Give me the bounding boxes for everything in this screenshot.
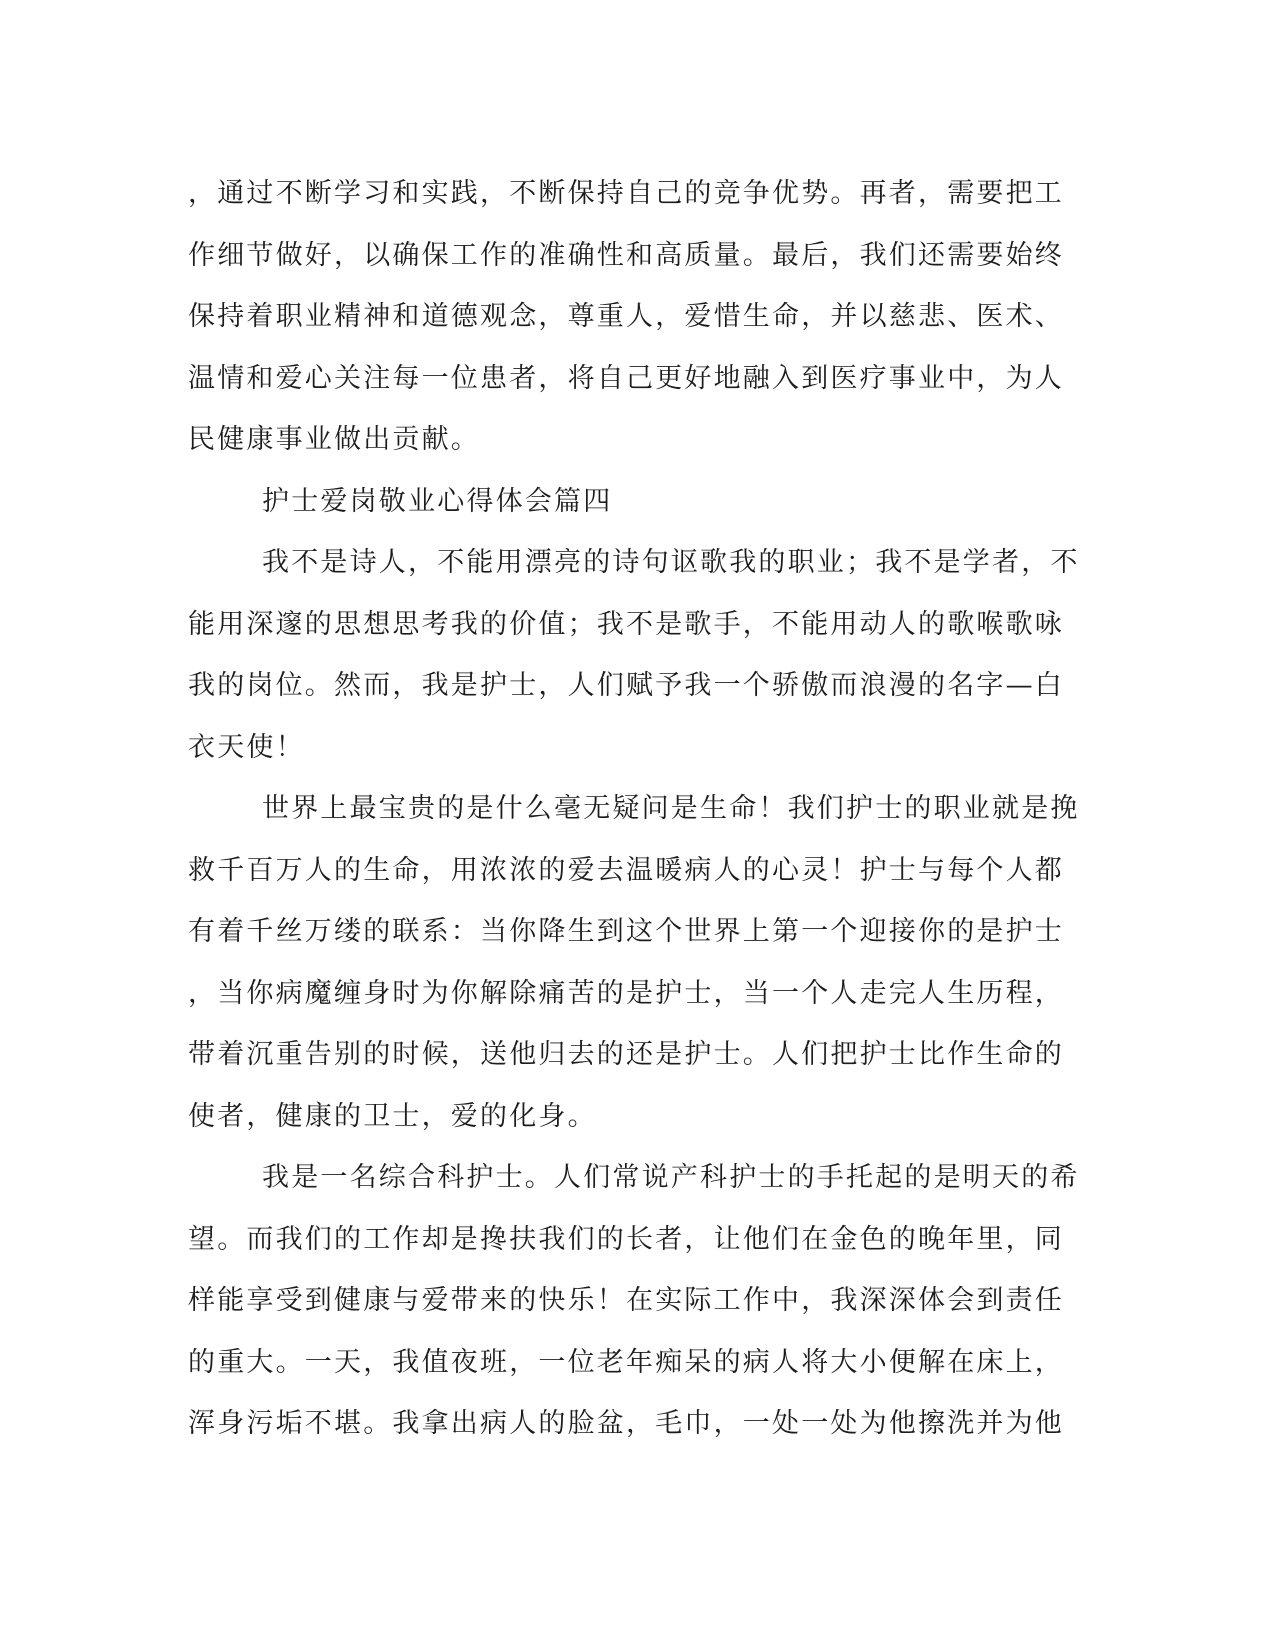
- text-line-15: 带着沉重告别的时候，送他归去的还是护士。人们把护士比作生命的: [188, 1039, 1064, 1070]
- section-heading: 护士爱岗敬业心得体会篇四: [262, 485, 613, 517]
- text-line-12: 救千百万人的生命，用浓浓的爱去温暖病人的心灵！护士与每个人都: [188, 854, 1064, 886]
- text-line-7: 我不是诗人，不能用漂亮的诗句讴歌我的职业；我不是学者，不: [262, 547, 1080, 578]
- text-line-21: 浑身污垢不堪。我拿出病人的脸盆，毛巾，一处一处为他擦洗并为他: [188, 1408, 1064, 1439]
- text-line-17: 我是一名综合科护士。人们常说产科护士的手托起的是明天的希: [262, 1162, 1080, 1193]
- text-line-4: 温情和爱心关注每一位患者，将自己更好地融入到医疗事业中，为人: [188, 362, 1064, 394]
- text-line-10: 衣天使！: [188, 731, 305, 763]
- text-line-3: 保持着职业精神和道德观念，尊重人，爱惜生命，并以慈悲、医术、: [188, 301, 1064, 332]
- document-body: [188, 163, 1088, 1455]
- text-line-5: 民健康事业做出贡献。: [188, 424, 480, 455]
- text-line-19: 样能享受到健康与爱带来的快乐！在实际工作中，我深深体会到责任: [188, 1285, 1064, 1316]
- text-line-1: ，通过不断学习和实践，不断保持自己的竞争优势。再者，需要把工: [188, 178, 1064, 209]
- text-line-9: 我的岗位。然而，我是护士，人们赋予我一个骄傲而浪漫的名字—白: [188, 670, 1064, 701]
- text-line-14: ，当你病魔缠身时为你解除痛苦的是护士，当一个人走完人生历程，: [188, 977, 1064, 1009]
- text-line-11: 世界上最宝贵的是什么毫无疑问是生命！我们护士的职业就是挽: [262, 793, 1080, 824]
- text-line-20: 的重大。一天，我值夜班，一位老年痴呆的病人将大小便解在床上，: [188, 1346, 1064, 1378]
- text-line-8: 能用深邃的思想思考我的价值；我不是歌手，不能用动人的歌喉歌咏: [188, 608, 1064, 640]
- text-line-13: 有着千丝万缕的联系：当你降生到这个世界上第一个迎接你的是护士: [188, 916, 1064, 947]
- text-line-16: 使者，健康的卫士，爱的化身。: [188, 1100, 597, 1132]
- text-line-18: 望。而我们的工作却是搀扶我们的长者，让他们在金色的晚年里，同: [188, 1223, 1064, 1255]
- text-line-2: 作细节做好，以确保工作的准确性和高质量。最后，我们还需要始终: [188, 239, 1064, 271]
